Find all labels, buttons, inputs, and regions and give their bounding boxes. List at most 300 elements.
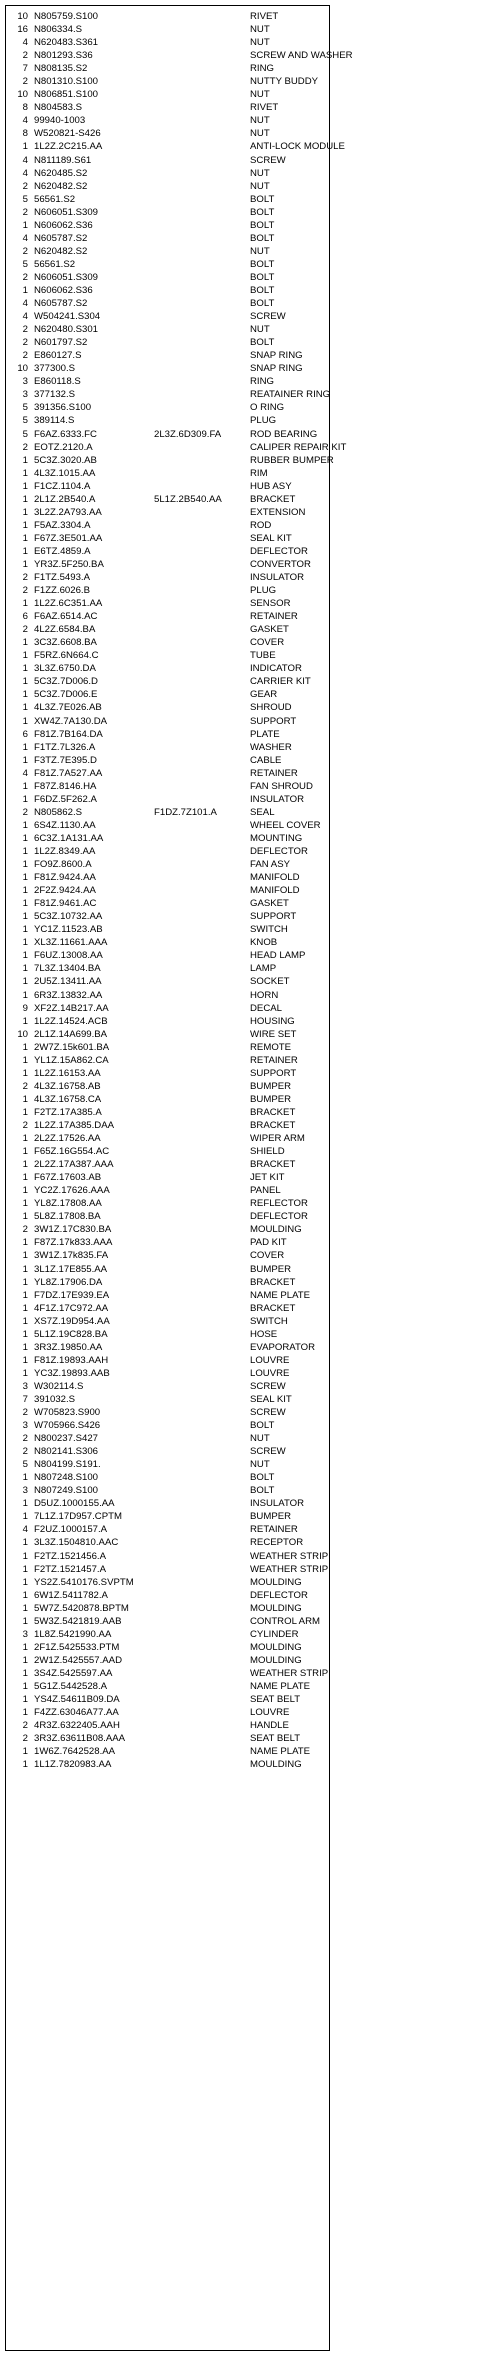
part-number-cell: F81Z.9461.AC xyxy=(34,898,97,910)
description-cell: O RING xyxy=(250,402,285,414)
parts-row xyxy=(6,1432,329,1445)
description-cell: NUT xyxy=(250,115,270,127)
parts-row xyxy=(6,1249,329,1262)
parts-row xyxy=(6,140,345,153)
quantity-cell: 1 xyxy=(22,1550,28,1562)
quantity-cell: 4 xyxy=(22,298,28,310)
quantity-cell: 2 xyxy=(22,1433,28,1445)
description-cell: MOUNTING xyxy=(250,832,303,844)
part-number-cell: F67Z.17603.AB xyxy=(34,1172,102,1184)
part-number-cell: F1TZ.7L326.A xyxy=(34,741,96,753)
quantity-cell: 1 xyxy=(22,1315,28,1327)
part-number-cell: F1ZZ.6026.B xyxy=(34,585,90,597)
description-cell: FAN ASY xyxy=(250,859,290,871)
parts-row xyxy=(6,1184,329,1197)
quantity-cell: 2 xyxy=(22,624,28,636)
parts-row xyxy=(6,767,329,780)
part-number-cell: 99940-1003 xyxy=(34,115,86,127)
description-cell: MOULDING xyxy=(250,1759,302,1771)
parts-row xyxy=(6,649,329,662)
parts-row xyxy=(6,323,329,336)
quantity-cell: 10 xyxy=(17,1028,28,1040)
description-cell: SUPPORT xyxy=(250,1067,297,1079)
part-number-cell: XF2Z.14B217.AA xyxy=(34,1002,109,1014)
quantity-cell: 1 xyxy=(22,1198,28,1210)
description-cell: BOLT xyxy=(250,258,275,270)
parts-row xyxy=(6,897,329,910)
parts-row xyxy=(6,1628,329,1641)
description-cell: NUT xyxy=(250,37,270,49)
part-number-cell: 5C3Z.7D006.D xyxy=(34,676,98,688)
part-number-cell: XL3Z.11661.AAA xyxy=(34,937,108,949)
parts-row xyxy=(6,336,329,349)
description-cell: NAME PLATE xyxy=(250,1681,311,1692)
quantity-cell: 1 xyxy=(22,1641,28,1653)
parts-row xyxy=(6,297,329,310)
parts-row xyxy=(6,1171,329,1184)
description-cell: RETAINER xyxy=(250,611,298,623)
quantity-cell: 10 xyxy=(17,11,28,22)
quantity-cell: 1 xyxy=(22,1681,28,1692)
part-number-cell: 6W1Z.5411782.A xyxy=(34,1589,108,1601)
description-cell: RETAINER xyxy=(250,767,298,779)
part-number-cell: 3R3Z.63611B08.AAA xyxy=(34,1733,126,1745)
part-number-cell: 3C3Z.6608.BA xyxy=(34,637,97,649)
parts-row xyxy=(6,1145,329,1158)
quantity-cell: 9 xyxy=(22,1002,28,1014)
parts-row xyxy=(6,232,329,245)
description-cell: EXTENSION xyxy=(250,506,306,518)
description-cell: PLUG xyxy=(250,415,277,427)
part-number-cell: 3W1Z.17C830.BA xyxy=(34,1224,112,1236)
description-cell: SEAL KIT xyxy=(250,532,292,544)
part-number-cell: N808135.S2 xyxy=(34,63,88,75)
part-number-cell: N804583.S xyxy=(34,102,83,114)
quantity-cell: 1 xyxy=(22,689,28,701)
part-number-cell: N620482.S2 xyxy=(34,180,88,192)
parts-row xyxy=(6,1106,329,1119)
parts-row xyxy=(6,1393,329,1406)
part-number-cell: F81Z.9424.AA xyxy=(34,872,96,884)
quantity-cell: 2 xyxy=(22,1720,28,1732)
quantity-cell: 1 xyxy=(22,519,28,531)
parts-row xyxy=(6,1667,329,1680)
quantity-cell: 1 xyxy=(22,545,28,557)
description-cell: NUT xyxy=(250,167,270,179)
part-number-cell: E860118.S xyxy=(34,376,81,388)
parts-row xyxy=(6,362,329,375)
parts-row xyxy=(6,1536,329,1549)
part-number-cell: W302114.S xyxy=(34,1380,84,1392)
description-cell: BOLT xyxy=(250,271,275,283)
part-number-cell: N606062.S36 xyxy=(34,219,93,231)
parts-row xyxy=(6,219,329,232)
description-cell: BUMPER xyxy=(250,1511,292,1523)
parts-row xyxy=(6,610,329,623)
quantity-cell: 1 xyxy=(22,976,28,988)
quantity-cell: 1 xyxy=(22,1159,28,1171)
parts-row xyxy=(6,701,329,714)
description-cell: WEATHER STRIP xyxy=(250,1563,329,1575)
description-cell: WIRE SET xyxy=(250,1028,297,1040)
parts-row xyxy=(6,949,329,962)
description-cell: DEFLECTOR xyxy=(250,846,308,857)
parts-row xyxy=(6,597,329,610)
part-number-cell: W705966.S426 xyxy=(34,1420,101,1432)
quantity-cell: 3 xyxy=(22,1628,28,1640)
part-number-cell: 389114.S xyxy=(34,415,75,427)
description-cell: RUBBER BUMPER xyxy=(250,454,334,466)
quantity-cell: 1 xyxy=(22,141,28,153)
quantity-cell: 1 xyxy=(22,219,28,231)
part-number-cell: E860127.S xyxy=(34,350,82,362)
part-number-cell: 2F2Z.9424.AA xyxy=(34,885,96,897)
description-cell: BOLT xyxy=(250,193,275,205)
description-cell: GASKET xyxy=(250,624,289,636)
parts-row xyxy=(6,845,329,858)
quantity-cell: 1 xyxy=(22,924,28,936)
part-number-cell: 5W3Z.5421819.AAB xyxy=(34,1615,122,1627)
description-cell: EVAPORATOR xyxy=(250,1341,316,1353)
description-cell: NUT xyxy=(250,180,270,192)
quantity-cell: 1 xyxy=(22,1263,28,1275)
parts-row xyxy=(6,715,329,728)
quantity-cell: 7 xyxy=(22,1393,28,1405)
parts-row xyxy=(6,1302,329,1315)
quantity-cell: 1 xyxy=(22,1746,28,1758)
quantity-cell: 1 xyxy=(22,1707,28,1719)
part-number-cell: 3W1Z.17k835.FA xyxy=(34,1250,109,1262)
parts-row xyxy=(6,1367,329,1380)
quantity-cell: 1 xyxy=(22,754,28,766)
part-number-cell: E6TZ.4859.A xyxy=(34,545,91,557)
parts-row xyxy=(6,245,329,258)
part-number-cell: F5AZ.3304.A xyxy=(34,519,91,531)
description-cell: ROD BEARING xyxy=(250,428,318,440)
quantity-cell: 1 xyxy=(22,1289,28,1301)
quantity-cell: 5 xyxy=(22,258,28,270)
part-number-cell: 5C3Z.10732.AA xyxy=(34,911,103,923)
parts-row xyxy=(6,1615,329,1628)
description-cell: INSULATOR xyxy=(250,1498,305,1510)
part-number-cell: W520821-S426 xyxy=(34,128,101,140)
quantity-cell: 1 xyxy=(22,284,28,296)
parts-row xyxy=(6,871,329,884)
description-cell: HORN xyxy=(250,989,279,1001)
part-number-cell: F87Z.8146.HA xyxy=(34,780,97,792)
quantity-cell: 2 xyxy=(22,271,28,283)
description-cell: BRACKET xyxy=(250,1159,296,1171)
quantity-cell: 1 xyxy=(22,885,28,897)
parts-row xyxy=(6,1328,329,1341)
quantity-cell: 5 xyxy=(22,428,28,440)
parts-row xyxy=(6,688,329,701)
part-number-cell: N620480.S301 xyxy=(34,324,99,336)
part-number-cell: W705823.S900 xyxy=(34,1407,101,1419)
parts-row xyxy=(6,467,329,480)
part-number-cell: F81Z.7B164.DA xyxy=(34,728,103,740)
parts-list xyxy=(6,10,353,1771)
part-number-cell: F3TZ.7E395.D xyxy=(34,754,97,766)
parts-row xyxy=(6,1236,329,1249)
part-number-cell: N811189.S61 xyxy=(34,154,92,166)
part-number-cell: 3L3Z.6750.DA xyxy=(34,663,96,675)
quantity-cell: 1 xyxy=(22,637,28,649)
description-cell: BOLT xyxy=(250,232,275,244)
parts-row xyxy=(6,558,329,571)
part-number-cell: F2UZ.1000157.A xyxy=(34,1524,108,1536)
quantity-cell: 1 xyxy=(22,1328,28,1340)
part-number-cell: 56561.S2 xyxy=(34,193,76,205)
parts-row xyxy=(6,1654,329,1667)
quantity-cell: 5 xyxy=(22,1459,28,1471)
description-cell: BOLT xyxy=(250,337,275,349)
part-number-cell: N801293.S36 xyxy=(34,50,93,62)
description-cell: RECEPTOR xyxy=(250,1537,304,1549)
quantity-cell: 10 xyxy=(17,363,28,375)
quantity-cell: 1 xyxy=(22,859,28,871)
quantity-cell: 2 xyxy=(22,245,28,257)
description-cell: MANIFOLD xyxy=(250,885,300,897)
quantity-cell: 2 xyxy=(22,441,28,453)
description-cell: CYLINDER xyxy=(250,1628,299,1640)
quantity-cell: 1 xyxy=(22,1172,28,1184)
parts-row xyxy=(6,1354,329,1367)
parts-row xyxy=(6,1693,329,1706)
part-number-cell: F6DZ.5F262.A xyxy=(34,793,97,805)
quantity-cell: 5 xyxy=(22,193,28,205)
parts-row xyxy=(6,1602,329,1615)
description-cell: CONTROL ARM xyxy=(250,1615,321,1627)
description-cell: SCREW xyxy=(250,1407,286,1419)
part-number-cell: N605787.S2 xyxy=(34,232,88,244)
description-cell: BRACKET xyxy=(250,1106,296,1118)
description-cell: HOUSING xyxy=(250,1015,295,1027)
part-number-cell: YL8Z.17808.AA xyxy=(34,1198,102,1210)
part-number-cell: N807248.S100 xyxy=(34,1472,99,1484)
parts-row xyxy=(6,1197,329,1210)
quantity-cell: 1 xyxy=(22,558,28,570)
description-cell: SCREW xyxy=(250,311,286,323)
description-cell: SCREW AND WASHER xyxy=(250,50,353,62)
part-number-cell: 4L2Z.6584.BA xyxy=(34,624,96,636)
part-number-cell: 5C3Z.3020.AB xyxy=(34,454,97,466)
parts-row xyxy=(6,519,329,532)
quantity-cell: 1 xyxy=(22,1146,28,1158)
parts-row xyxy=(6,1054,329,1067)
description-cell: LAMP xyxy=(250,963,277,975)
parts-row xyxy=(6,1445,329,1458)
description-cell: RING xyxy=(250,376,274,388)
parts-row xyxy=(6,1576,329,1589)
parts-row xyxy=(6,1028,329,1041)
part-number-cell: 4L3Z.16758.AB xyxy=(34,1080,101,1092)
quantity-cell: 3 xyxy=(22,376,28,388)
description-cell: INDICATOR xyxy=(250,663,302,675)
part-number-cell: 5G1Z.5442528.A xyxy=(34,1681,108,1692)
parts-row xyxy=(6,806,329,819)
part-number-cell: 377300.S xyxy=(34,363,76,375)
part-number-cell: YC1Z.11523.AB xyxy=(34,924,103,936)
description-cell: SEAL xyxy=(250,806,275,818)
description-cell: ANTI-LOCK MODULE xyxy=(250,141,345,153)
quantity-cell: 6 xyxy=(22,611,28,623)
quantity-cell: 1 xyxy=(22,702,28,714)
parts-row xyxy=(6,414,329,427)
description-cell: NUT xyxy=(250,1459,270,1471)
parts-row xyxy=(6,154,329,167)
quantity-cell: 2 xyxy=(22,180,28,192)
alternate-part-cell: 2L3Z.6D309.FA xyxy=(154,428,222,440)
parts-row xyxy=(6,10,329,23)
parts-row xyxy=(6,1276,329,1289)
parts-row xyxy=(6,793,329,806)
parts-row xyxy=(6,1732,329,1745)
parts-row xyxy=(6,1471,329,1484)
quantity-cell: 1 xyxy=(22,532,28,544)
quantity-cell: 1 xyxy=(22,1654,28,1666)
quantity-cell: 1 xyxy=(22,1576,28,1588)
parts-row xyxy=(6,493,329,506)
description-cell: SCREW xyxy=(250,1380,286,1392)
quantity-cell: 16 xyxy=(17,24,28,36)
description-cell: SWITCH xyxy=(250,924,288,936)
parts-row xyxy=(6,819,329,832)
parts-row xyxy=(6,989,329,1002)
parts-row xyxy=(6,1563,329,1576)
parts-row xyxy=(6,180,329,193)
part-number-cell: F81Z.19893.AAH xyxy=(34,1354,109,1366)
quantity-cell: 2 xyxy=(22,206,28,218)
parts-row xyxy=(6,114,329,127)
quantity-cell: 1 xyxy=(22,1250,28,1262)
part-number-cell: 5L1Z.19C828.BA xyxy=(34,1328,108,1340)
parts-row xyxy=(6,1210,329,1223)
part-number-cell: 3L3Z.1504810.AAC xyxy=(34,1537,119,1549)
quantity-cell: 2 xyxy=(22,1080,28,1092)
description-cell: RING xyxy=(250,63,274,75)
part-number-cell: 391032.S xyxy=(34,1393,76,1405)
parts-row xyxy=(6,754,329,767)
description-cell: REATAINER RING xyxy=(250,389,331,401)
quantity-cell: 1 xyxy=(22,989,28,1001)
part-number-cell: N804199.S191. xyxy=(34,1459,101,1471)
quantity-cell: 5 xyxy=(22,402,28,414)
description-cell: REFLECTOR xyxy=(250,1198,308,1210)
part-number-cell: F2TZ.1521457.A xyxy=(34,1563,106,1575)
description-cell: HEAD LAMP xyxy=(250,950,306,962)
description-cell: SHIELD xyxy=(250,1146,285,1158)
description-cell: MOULDING xyxy=(250,1602,302,1614)
part-number-cell: N606051.S309 xyxy=(34,271,99,283)
quantity-cell: 4 xyxy=(22,1524,28,1536)
quantity-cell: 1 xyxy=(22,1211,28,1223)
quantity-cell: 2 xyxy=(22,806,28,818)
description-cell: PANEL xyxy=(250,1185,281,1197)
parts-row xyxy=(6,780,329,793)
part-number-cell: N802141.S306 xyxy=(34,1446,99,1458)
part-number-cell: F1CZ.1104.A xyxy=(34,480,91,492)
part-number-cell: F6UZ.13008.AA xyxy=(34,950,103,962)
part-number-cell: N606051.S309 xyxy=(34,206,99,218)
part-number-cell: 1L2Z.16153.AA xyxy=(34,1067,101,1079)
quantity-cell: 8 xyxy=(22,102,28,114)
part-number-cell: FO9Z.8600.A xyxy=(34,859,92,871)
parts-row xyxy=(6,1419,329,1432)
description-cell: LOUVRE xyxy=(250,1707,290,1719)
parts-row xyxy=(6,1484,329,1497)
quantity-cell: 1 xyxy=(22,1237,28,1249)
part-number-cell: 4L3Z.16758.CA xyxy=(34,1093,102,1105)
description-cell: WEATHER STRIP xyxy=(250,1550,329,1562)
quantity-cell: 1 xyxy=(22,715,28,727)
part-number-cell: N606062.S36 xyxy=(34,284,93,296)
parts-row xyxy=(6,206,329,219)
description-cell: RETAINER xyxy=(250,1524,298,1536)
part-number-cell: 2L1Z.14A699.BA xyxy=(34,1028,108,1040)
parts-row xyxy=(6,975,329,988)
quantity-cell: 1 xyxy=(22,1276,28,1288)
part-number-cell: F6AZ.6333.FC xyxy=(34,428,97,440)
description-cell: BRACKET xyxy=(250,493,296,505)
description-cell: NUT xyxy=(250,24,270,36)
part-number-cell: N620482.S2 xyxy=(34,245,88,257)
description-cell: SWITCH xyxy=(250,1315,288,1327)
part-number-cell: N805862.S xyxy=(34,806,83,818)
quantity-cell: 2 xyxy=(22,350,28,362)
quantity-cell: 1 xyxy=(22,454,28,466)
quantity-cell: 4 xyxy=(22,115,28,127)
part-number-cell: 2L1Z.2B540.A xyxy=(34,493,96,505)
parts-row xyxy=(6,284,329,297)
quantity-cell: 1 xyxy=(22,1667,28,1679)
parts-row xyxy=(6,1380,329,1393)
quantity-cell: 1 xyxy=(22,1602,28,1614)
description-cell: WHEEL COVER xyxy=(250,819,321,831)
description-cell: INSULATOR xyxy=(250,572,305,584)
parts-row xyxy=(6,545,329,558)
parts-row xyxy=(6,1758,329,1771)
quantity-cell: 4 xyxy=(22,154,28,166)
quantity-cell: 1 xyxy=(22,467,28,479)
part-number-cell: YS2Z.5410176.SVPTM xyxy=(34,1576,134,1588)
quantity-cell: 1 xyxy=(22,1759,28,1771)
part-number-cell: 2F1Z.5425533.PTM xyxy=(34,1641,120,1653)
part-number-cell: 4R3Z.6322405.AAH xyxy=(34,1720,120,1732)
quantity-cell: 1 xyxy=(22,1367,28,1379)
description-cell: LOUVRE xyxy=(250,1367,290,1379)
description-cell: COVER xyxy=(250,1250,285,1262)
quantity-cell: 2 xyxy=(22,324,28,336)
quantity-cell: 1 xyxy=(22,1498,28,1510)
quantity-cell: 1 xyxy=(22,650,28,662)
description-cell: BOLT xyxy=(250,206,275,218)
part-number-cell: YS4Z.54611B09.DA xyxy=(34,1694,120,1706)
part-number-cell: F2TZ.1521456.A xyxy=(34,1550,106,1562)
quantity-cell: 1 xyxy=(22,1093,28,1105)
description-cell: MOULDING xyxy=(250,1576,302,1588)
description-cell: BUMPER xyxy=(250,1080,292,1092)
part-number-cell: 1L2Z.17A385.DAA xyxy=(34,1119,115,1131)
quantity-cell: 1 xyxy=(22,1537,28,1549)
part-number-cell: YL8Z.17906.DA xyxy=(34,1276,103,1288)
description-cell: NUTTY BUDDY xyxy=(250,76,319,88)
quantity-cell: 1 xyxy=(22,1041,28,1053)
description-cell: SEAT BELT xyxy=(250,1694,301,1706)
parts-row xyxy=(6,1093,329,1106)
quantity-cell: 1 xyxy=(22,898,28,910)
parts-row xyxy=(6,454,334,467)
